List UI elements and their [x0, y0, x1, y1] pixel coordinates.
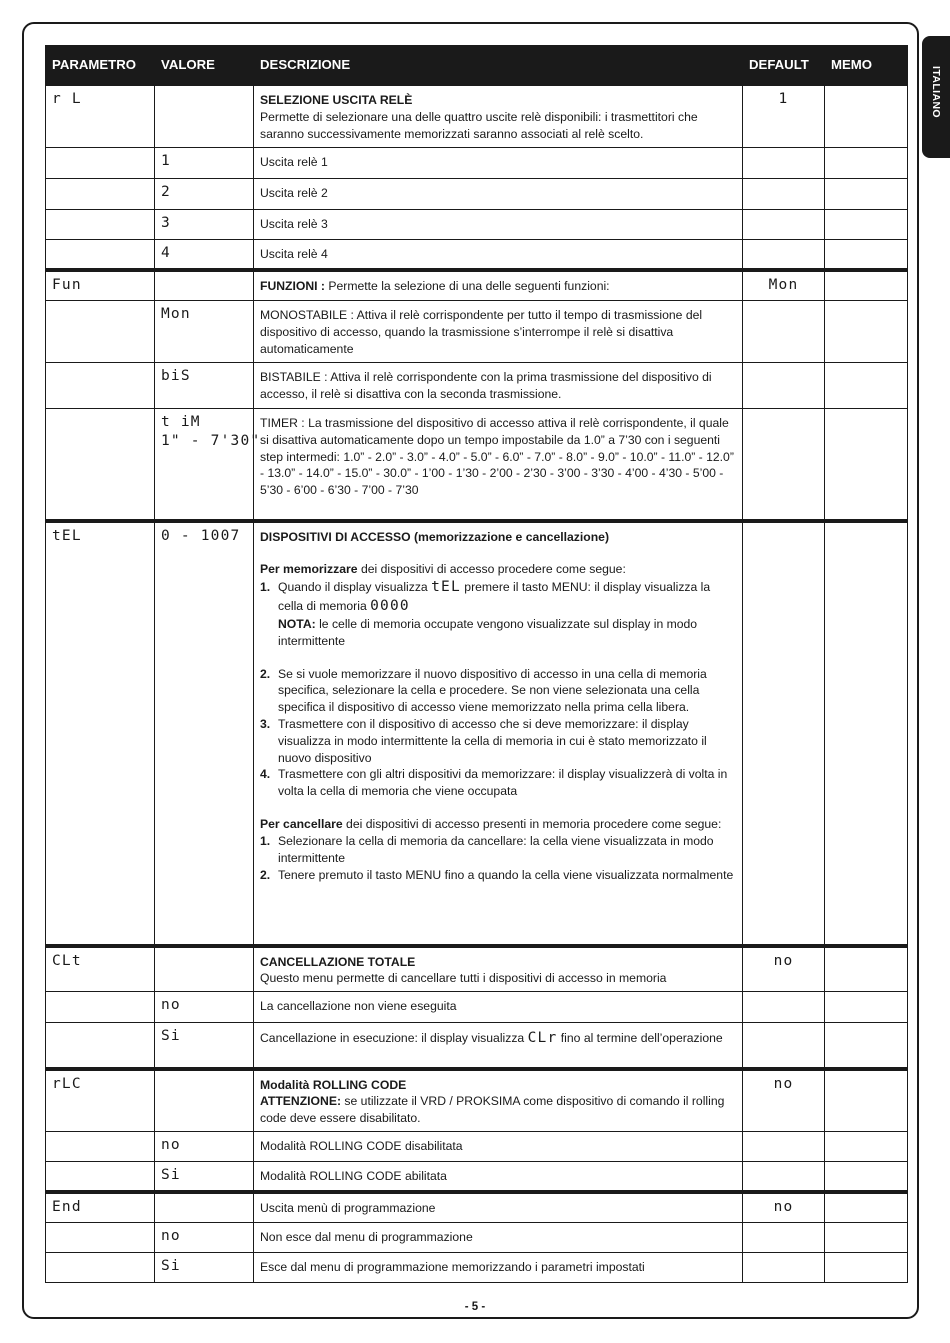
table-row — [46, 1069, 908, 1132]
table-row — [46, 946, 908, 992]
delete-intro: dei dispositivi di accesso presenti in memoria procedere come segue: — [342, 817, 722, 832]
option-value: 2 — [161, 184, 171, 200]
memo-cell — [825, 1192, 908, 1223]
store-intro: dei dispositivi di accesso procedere come segue: — [357, 562, 626, 577]
table-row — [46, 1253, 908, 1283]
default-value: no — [773, 1075, 794, 1092]
header-valore: VALORE — [155, 46, 254, 86]
table-row — [46, 210, 908, 240]
row-desc: Permette la selezione di una delle seguenti funzioni: — [328, 278, 610, 293]
row-desc: Questo menu permette di cancellare tutti i dispositivi di accesso in memoria — [260, 971, 667, 986]
memo-cell — [825, 270, 908, 301]
option-desc: Esce dal menu di programmazione memorizzando i parametri impostati — [254, 1253, 743, 1283]
default-value: no — [773, 1198, 794, 1215]
table-row — [46, 179, 908, 210]
table-row — [46, 1023, 908, 1069]
list-item: 4. Trasmettere con gli altri dispositivi da memorizzare: il display visualizzerà di volta in volta la cella di memoria che viene occupata — [260, 767, 728, 799]
param-code: rLC — [52, 1075, 82, 1092]
param-code: CLt — [52, 952, 82, 969]
row-title: Modalità ROLLING CODE — [260, 1077, 407, 1092]
table-row — [46, 992, 908, 1023]
row-desc: Uscita menù di programmazione — [254, 1192, 743, 1223]
option-range: 1" - 7'30" — [161, 432, 261, 449]
table-row — [46, 1223, 908, 1253]
table-row — [46, 270, 908, 301]
option-desc: TIMER : La trasmissione del dispositivo di accesso attiva il relè corrispondente, il quale si disattiva automaticamente dopo un tempo impostabile da 1.0” a 7’30 con i seguenti step intermedi: 1.0” - 2.0” - 3.0” - 4.0” - 5.0” - 6.0” - 7.0” - 8.0” - 9.0” - 10.0” - 11.0” - 12.0” - 13.0” - 14.0” - 15.0” - 30.0” - 1’00 - 1’30 - 2’00 - 2’30 - 3’00 - 3’30 - 4’00 - 4’30 - 5’00 - 5’30 - 6’00 - 6’30 - 7’00 - 7’30 — [254, 409, 743, 521]
memo-cell — [825, 1069, 908, 1132]
param-code: r L — [52, 91, 82, 107]
default-value: Mon — [768, 276, 799, 293]
table-row — [46, 1192, 908, 1223]
option-value: 4 — [161, 245, 171, 261]
display-code: CLr — [527, 1030, 558, 1047]
row-title: FUNZIONI : — [260, 278, 325, 293]
store-label: Per memorizzare — [260, 562, 358, 577]
page-number: - 5 - — [464, 1301, 486, 1313]
table-row — [46, 1162, 908, 1192]
header-descrizione: DESCRIZIONE — [254, 46, 743, 86]
option-desc: Uscita relè 1 — [254, 148, 743, 179]
table-header — [46, 46, 908, 86]
option-value: Si — [161, 1258, 181, 1275]
header-memo: MEMO — [825, 46, 908, 86]
option-value: t iM — [161, 414, 201, 430]
option-desc: Uscita relè 3 — [254, 210, 743, 240]
param-code: Fun — [52, 276, 82, 293]
list-item: 2. Tenere premuto il tasto MENU fino a quando la cella viene visualizzata normalmente — [260, 867, 734, 882]
option-value: 1 — [161, 153, 171, 169]
option-desc: Non esce dal menu di programmazione — [254, 1223, 743, 1253]
table-row — [46, 363, 908, 409]
row-title: SELEZIONE USCITA RELÈ — [260, 93, 413, 107]
table-row — [46, 301, 908, 363]
option-desc: Uscita relè 2 — [254, 179, 743, 210]
option-value: biS — [161, 368, 191, 384]
language-tab — [922, 36, 950, 158]
param-code: End — [52, 1198, 82, 1215]
option-desc: La cancellazione non viene eseguita — [254, 992, 743, 1023]
param-code: tEL — [52, 527, 82, 544]
option-desc: BISTABILE : Attiva il relè corrispondente con la prima trasmissione del dispositivo di accesso, il relè si disattiva con la seconda trasmissione. — [254, 363, 743, 409]
memo-cell — [825, 946, 908, 992]
option-value: Si — [161, 1167, 181, 1184]
option-value: no — [161, 1228, 181, 1245]
option-desc: Modalità ROLLING CODE disabilitata — [254, 1132, 743, 1162]
option-value: 0 - 1007 — [161, 527, 241, 544]
option-desc: Cancellazione in esecuzione: il display visualizza CLr fino al termine dell’operazione — [254, 1023, 743, 1069]
table-row — [46, 1132, 908, 1162]
option-value: no — [161, 1137, 181, 1154]
parameter-table — [45, 45, 908, 1283]
header-parametro: PARAMETRO — [46, 46, 155, 86]
table-row — [46, 148, 908, 179]
table-row — [46, 521, 908, 946]
list-item: 3. Trasmettere con il dispositivo di accesso che si deve memorizzare: il display visualizza in modo intermittente la cella di memoria in cui è stato memorizzato il nuovo dispositivo — [260, 716, 707, 765]
default-value: 1 — [778, 91, 789, 107]
display-code: 0000 — [370, 598, 410, 614]
row-title: CANCELLAZIONE TOTALE — [260, 954, 416, 969]
warning-label: ATTENZIONE: — [260, 1094, 342, 1109]
table-row — [46, 86, 908, 148]
option-value: Si — [161, 1028, 181, 1045]
option-value: 3 — [161, 215, 171, 231]
list-item: 2. Se si vuole memorizzare il nuovo dispositivo di accesso in una cella di memoria specifica, selezionare la cella e procedere. Se non viene selezionata una cella specifica il dispositivo di accesso viene memorizzato nella prima cella libera. — [260, 666, 707, 715]
table-row — [46, 409, 908, 521]
memo-cell — [825, 86, 908, 148]
display-code: tEL — [431, 579, 461, 596]
option-value: Mon — [161, 306, 191, 322]
row-desc: Permette di selezionare una delle quattro uscite relè disponibili: i trasmettitori che saranno successivamente memorizzati saranno associati al relè scelto. — [260, 109, 698, 141]
warning-text: se utilizzate il VRD / PROKSIMA come dispositivo di comando il rolling code deve essere disabilitato. — [260, 1094, 725, 1126]
default-value: no — [773, 952, 794, 969]
header-default: DEFAULT — [743, 46, 825, 86]
language-label: ITALIANO — [930, 66, 942, 118]
option-value: no — [161, 997, 181, 1014]
delete-label: Per cancellare — [260, 817, 343, 832]
option-desc: Modalità ROLLING CODE abilitata — [254, 1162, 743, 1192]
option-desc: Uscita relè 4 — [254, 240, 743, 270]
table-row — [46, 240, 908, 270]
memo-cell — [825, 521, 908, 946]
option-desc: MONOSTABILE : Attiva il relè corrispondente per tutto il tempo di trasmissione del dispositivo di accesso, quando la trasmissione s’interrompe il relè si disattiva automaticamente — [254, 301, 743, 363]
list-item: 1. Selezionare la cella di memoria da cancellare: la cella viene visualizzata in modo intermittente — [260, 833, 714, 865]
row-title: DISPOSITIVI DI ACCESSO (memorizzazione e cancellazione) — [260, 529, 610, 544]
list-item: 1. Quando il display visualizza tEL premere il tasto MENU: il display visualizza la cella di memoria 0000 NOTA: le celle di memoria occupate vengono visualizzate sul display in modo intermittente — [260, 579, 711, 648]
